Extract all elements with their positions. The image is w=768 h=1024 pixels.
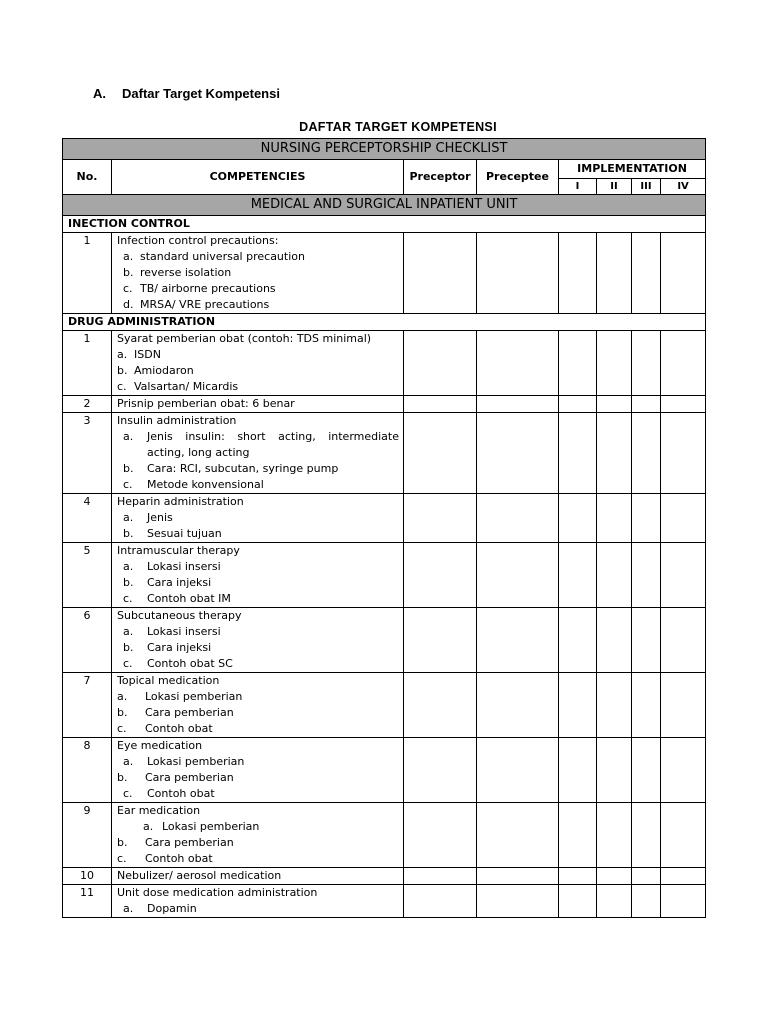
sub-item-text: TB/ airborne precautions bbox=[140, 282, 276, 295]
competency-cell bbox=[112, 413, 404, 494]
sub-item bbox=[117, 705, 399, 721]
sub-item-label: c. bbox=[117, 852, 127, 865]
phase-cell bbox=[559, 413, 597, 494]
phase-cell bbox=[661, 885, 706, 918]
section-heading bbox=[93, 86, 280, 101]
phase-cell bbox=[661, 233, 706, 314]
row-number: 9 bbox=[63, 803, 112, 868]
sub-item-text: Cara pemberian bbox=[145, 836, 234, 849]
sub-item-text: Metode konvensional bbox=[147, 478, 264, 491]
sub-item bbox=[117, 477, 399, 493]
sub-item-label: b. bbox=[117, 836, 128, 849]
phase-cell bbox=[632, 233, 661, 314]
sub-item bbox=[117, 559, 399, 575]
phase-cell bbox=[559, 233, 597, 314]
row-number: 6 bbox=[63, 608, 112, 673]
sub-item-label: a. bbox=[123, 430, 134, 443]
phase-cell bbox=[597, 396, 632, 413]
sub-item-label: d. bbox=[123, 298, 134, 311]
header-competencies: COMPETENCIES bbox=[112, 160, 404, 195]
header-preceptee: Preceptee bbox=[477, 160, 559, 195]
table-row bbox=[63, 543, 706, 608]
phase-cell bbox=[632, 673, 661, 738]
table-row bbox=[63, 331, 706, 396]
sub-item-label: b. bbox=[117, 706, 128, 719]
competency-cell bbox=[112, 396, 404, 413]
preceptor-cell bbox=[404, 803, 477, 868]
competency-title: Insulin administration bbox=[117, 414, 237, 427]
phase-cell bbox=[632, 396, 661, 413]
phase-cell bbox=[632, 494, 661, 543]
row-number: 1 bbox=[63, 331, 112, 396]
sub-item-text: Jenis insulin: short acting, intermediate acting, long acting bbox=[147, 430, 399, 459]
phase-cell bbox=[559, 885, 597, 918]
phase-cell bbox=[597, 738, 632, 803]
sub-item bbox=[117, 689, 399, 705]
row-number: 11 bbox=[63, 885, 112, 918]
row-number: 5 bbox=[63, 543, 112, 608]
sub-item bbox=[117, 575, 399, 591]
sub-item-text: Valsartan/ Micardis bbox=[134, 380, 239, 393]
sub-item bbox=[117, 624, 399, 640]
preceptee-cell bbox=[477, 494, 559, 543]
competency-cell bbox=[112, 673, 404, 738]
phase-cell bbox=[661, 413, 706, 494]
sub-item-text: Contoh obat bbox=[145, 722, 213, 735]
sub-item bbox=[117, 770, 399, 786]
competency-title: Prisnip pemberian obat: 6 benar bbox=[117, 397, 295, 410]
phase-cell bbox=[597, 494, 632, 543]
phase-cell bbox=[597, 673, 632, 738]
competency-cell bbox=[112, 233, 404, 314]
phase-cell bbox=[597, 331, 632, 396]
sub-item bbox=[117, 901, 399, 917]
preceptor-cell bbox=[404, 738, 477, 803]
phase-cell bbox=[632, 608, 661, 673]
sub-item-text: Amiodaron bbox=[134, 364, 194, 377]
competency-title: Subcutaneous therapy bbox=[117, 609, 242, 622]
table-row bbox=[63, 494, 706, 543]
phase-cell bbox=[597, 803, 632, 868]
sub-item-label: c. bbox=[123, 282, 133, 295]
phase-cell bbox=[559, 608, 597, 673]
section-heading-text: Daftar Target Kompetensi bbox=[122, 86, 280, 101]
phase-cell bbox=[632, 885, 661, 918]
sub-item-label: c. bbox=[117, 722, 127, 735]
phase-cell bbox=[661, 543, 706, 608]
sub-item-label: c. bbox=[117, 380, 127, 393]
sub-item-text: Cara injeksi bbox=[147, 641, 212, 654]
sub-item-label: a. bbox=[123, 902, 134, 915]
phase-cell bbox=[559, 738, 597, 803]
phase-cell bbox=[661, 803, 706, 868]
preceptee-cell bbox=[477, 413, 559, 494]
competency-cell bbox=[112, 331, 404, 396]
phase-cell bbox=[632, 868, 661, 885]
preceptor-cell bbox=[404, 233, 477, 314]
header-phase-3: III bbox=[632, 179, 661, 195]
sub-item-label: b. bbox=[123, 527, 134, 540]
preceptee-cell bbox=[477, 608, 559, 673]
phase-cell bbox=[597, 233, 632, 314]
sub-item bbox=[117, 656, 399, 672]
table-row bbox=[63, 738, 706, 803]
sub-item-label: c. bbox=[123, 657, 133, 670]
preceptor-cell bbox=[404, 331, 477, 396]
sub-item-label: c. bbox=[123, 592, 133, 605]
preceptee-cell bbox=[477, 673, 559, 738]
table-row bbox=[63, 413, 706, 494]
table-row bbox=[63, 885, 706, 918]
table-row bbox=[63, 233, 706, 314]
competency-cell bbox=[112, 494, 404, 543]
competency-cell bbox=[112, 738, 404, 803]
sub-item-text: Contoh obat SC bbox=[147, 657, 233, 670]
phase-cell bbox=[597, 868, 632, 885]
sub-item-text: Lokasi insersi bbox=[147, 625, 221, 638]
row-number: 7 bbox=[63, 673, 112, 738]
sub-item-text: Contoh obat bbox=[147, 787, 215, 800]
sub-item bbox=[117, 819, 399, 835]
competency-title: Infection control precautions: bbox=[117, 234, 279, 247]
sub-item bbox=[117, 379, 399, 395]
sub-item-label: b. bbox=[117, 771, 128, 784]
table-row bbox=[63, 803, 706, 868]
phase-cell bbox=[661, 608, 706, 673]
sub-item bbox=[117, 363, 399, 379]
sub-item-text: Jenis bbox=[147, 511, 173, 524]
sub-item-label: a. bbox=[123, 755, 134, 768]
sub-item bbox=[117, 591, 399, 607]
phase-cell bbox=[559, 543, 597, 608]
sub-item-text: Cara pemberian bbox=[145, 706, 234, 719]
competency-cell bbox=[112, 868, 404, 885]
sub-item-text: Lokasi pemberian bbox=[145, 690, 243, 703]
competency-title: Syarat pemberian obat (contoh: TDS minimal) bbox=[117, 332, 372, 345]
sub-item bbox=[117, 265, 399, 281]
header-preceptor: Preceptor bbox=[404, 160, 477, 195]
sub-item-label: a. bbox=[117, 348, 128, 361]
phase-cell bbox=[661, 396, 706, 413]
competency-title: Heparin administration bbox=[117, 495, 244, 508]
phase-cell bbox=[559, 673, 597, 738]
phase-cell bbox=[597, 608, 632, 673]
competency-title: Intramuscular therapy bbox=[117, 544, 240, 557]
section-letter: A. bbox=[93, 86, 106, 101]
sub-item-text: Cara pemberian bbox=[145, 771, 234, 784]
competency-cell bbox=[112, 543, 404, 608]
competency-title: Ear medication bbox=[117, 804, 201, 817]
header-no: No. bbox=[63, 160, 112, 195]
phase-cell bbox=[632, 803, 661, 868]
phase-cell bbox=[597, 885, 632, 918]
competency-title: Topical medication bbox=[117, 674, 220, 687]
sub-item-text: Contoh obat IM bbox=[147, 592, 231, 605]
preceptor-cell bbox=[404, 543, 477, 608]
sub-item bbox=[117, 786, 399, 802]
phase-cell bbox=[661, 673, 706, 738]
phase-cell bbox=[559, 494, 597, 543]
phase-cell bbox=[632, 413, 661, 494]
phase-cell bbox=[632, 543, 661, 608]
preceptor-cell bbox=[404, 413, 477, 494]
sub-item-text: Dopamin bbox=[147, 902, 197, 915]
phase-cell bbox=[661, 331, 706, 396]
sub-item bbox=[117, 721, 399, 737]
sub-item-label: a. bbox=[123, 250, 134, 263]
sub-item-label: a. bbox=[123, 511, 134, 524]
preceptee-cell bbox=[477, 331, 559, 396]
sub-item-text: Sesuai tujuan bbox=[147, 527, 222, 540]
sub-item-label: b. bbox=[123, 462, 134, 475]
sub-item bbox=[117, 754, 399, 770]
preceptee-cell bbox=[477, 738, 559, 803]
sub-item-label: b. bbox=[117, 364, 128, 377]
phase-cell bbox=[559, 868, 597, 885]
preceptee-cell bbox=[477, 543, 559, 608]
sub-item-label: b. bbox=[123, 576, 134, 589]
sub-item-label: a. bbox=[123, 560, 134, 573]
sub-item bbox=[117, 510, 399, 526]
table-row bbox=[63, 673, 706, 738]
phase-cell bbox=[661, 494, 706, 543]
sub-item bbox=[117, 835, 399, 851]
sub-item bbox=[117, 429, 399, 461]
competency-cell bbox=[112, 803, 404, 868]
row-number: 3 bbox=[63, 413, 112, 494]
table-row bbox=[63, 396, 706, 413]
preceptee-cell bbox=[477, 396, 559, 413]
phase-cell bbox=[632, 331, 661, 396]
category-drug-administration: DRUG ADMINISTRATION bbox=[63, 314, 706, 331]
checklist-title-band: NURSING PERCEPTORSHIP CHECKLIST bbox=[63, 139, 706, 160]
sub-item-label: b. bbox=[123, 641, 134, 654]
sub-item-text: standard universal precaution bbox=[140, 250, 305, 263]
preceptee-cell bbox=[477, 233, 559, 314]
table-row bbox=[63, 868, 706, 885]
sub-item-text: Lokasi pemberian bbox=[147, 755, 245, 768]
phase-cell bbox=[632, 738, 661, 803]
sub-item-label: c. bbox=[123, 478, 133, 491]
preceptee-cell bbox=[477, 868, 559, 885]
competency-cell bbox=[112, 885, 404, 918]
sub-item bbox=[117, 281, 399, 297]
phase-cell bbox=[597, 543, 632, 608]
phase-cell bbox=[559, 396, 597, 413]
sub-item-text: Cara injeksi bbox=[147, 576, 212, 589]
sub-item bbox=[117, 347, 399, 363]
sub-item-label: a. bbox=[123, 625, 134, 638]
sub-item-text: MRSA/ VRE precautions bbox=[140, 298, 270, 311]
sub-item bbox=[117, 640, 399, 656]
row-number: 10 bbox=[63, 868, 112, 885]
sub-item-text: ISDN bbox=[134, 348, 161, 361]
phase-cell bbox=[559, 331, 597, 396]
sub-item bbox=[117, 249, 399, 265]
sub-item-label: a. bbox=[143, 820, 154, 833]
table-row bbox=[63, 608, 706, 673]
competency-title: Eye medication bbox=[117, 739, 203, 752]
header-implementation: IMPLEMENTATION bbox=[559, 160, 706, 179]
row-number: 4 bbox=[63, 494, 112, 543]
preceptor-cell bbox=[404, 396, 477, 413]
sub-item-text: reverse isolation bbox=[140, 266, 232, 279]
phase-cell bbox=[661, 738, 706, 803]
sub-item bbox=[117, 526, 399, 542]
preceptor-cell bbox=[404, 885, 477, 918]
phase-cell bbox=[661, 868, 706, 885]
sub-item-text: Contoh obat bbox=[145, 852, 213, 865]
sub-item bbox=[117, 461, 399, 477]
sub-item-text: Cara: RCI, subcutan, syringe pump bbox=[147, 462, 339, 475]
header-phase-2: II bbox=[597, 179, 632, 195]
sub-item-label: a. bbox=[117, 690, 128, 703]
sub-item-text: Lokasi insersi bbox=[147, 560, 221, 573]
sub-item-label: b. bbox=[123, 266, 134, 279]
document-title: DAFTAR TARGET KOMPETENSI bbox=[299, 120, 497, 134]
header-phase-1: I bbox=[559, 179, 597, 195]
row-number: 1 bbox=[63, 233, 112, 314]
competency-title: Unit dose medication administration bbox=[117, 886, 318, 899]
row-number: 2 bbox=[63, 396, 112, 413]
phase-cell bbox=[597, 413, 632, 494]
category-infection-control: INECTION CONTROL bbox=[63, 216, 706, 233]
phase-cell bbox=[559, 803, 597, 868]
header-phase-4: IV bbox=[661, 179, 706, 195]
unit-band: MEDICAL AND SURGICAL INPATIENT UNIT bbox=[63, 195, 706, 216]
row-number: 8 bbox=[63, 738, 112, 803]
competency-checklist-table bbox=[62, 138, 706, 918]
sub-item bbox=[117, 297, 399, 313]
preceptee-cell bbox=[477, 803, 559, 868]
preceptee-cell bbox=[477, 885, 559, 918]
preceptor-cell bbox=[404, 494, 477, 543]
sub-item-label: c. bbox=[123, 787, 133, 800]
sub-item-text: Lokasi pemberian bbox=[162, 820, 260, 833]
preceptor-cell bbox=[404, 868, 477, 885]
preceptor-cell bbox=[404, 608, 477, 673]
preceptor-cell bbox=[404, 673, 477, 738]
competency-cell bbox=[112, 608, 404, 673]
sub-item bbox=[117, 851, 399, 867]
competency-title: Nebulizer/ aerosol medication bbox=[117, 869, 282, 882]
